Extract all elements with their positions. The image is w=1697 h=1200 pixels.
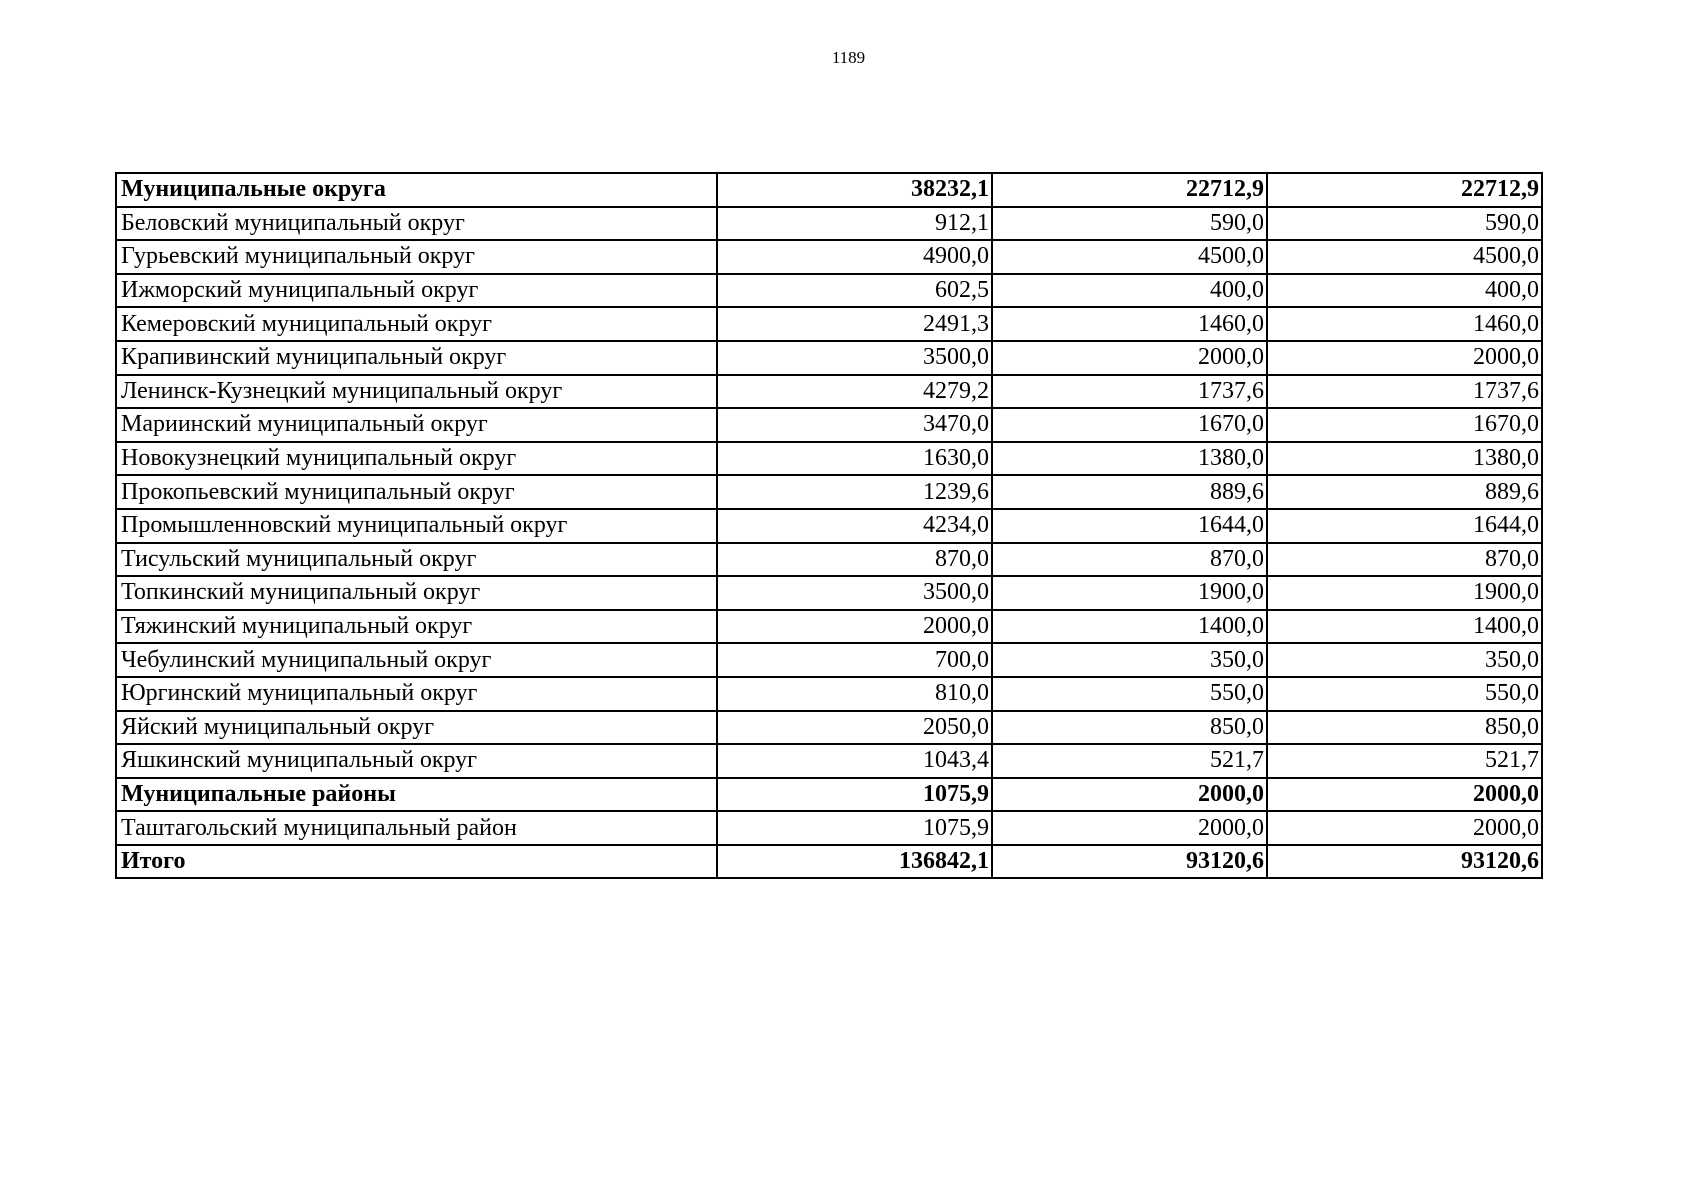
row-name-cell: Таштагольский муниципальный район [116,811,717,845]
value-cell-2: 1644,0 [992,509,1267,543]
table-row [116,811,1542,845]
row-name-cell: Новокузнецкий муниципальный округ [116,442,717,476]
value-cell-1: 1630,0 [717,442,992,476]
row-name-cell: Беловский муниципальный округ [116,207,717,241]
value-cell-2: 1900,0 [992,576,1267,610]
value-cell-3: 22712,9 [1267,173,1542,207]
table-row [116,711,1542,745]
row-name-cell: Прокопьевский муниципальный округ [116,475,717,509]
row-name-cell: Кемеровский муниципальный округ [116,307,717,341]
table-row [116,442,1542,476]
value-cell-1: 1075,9 [717,778,992,812]
value-cell-1: 3500,0 [717,576,992,610]
table-row [116,543,1542,577]
row-name-cell: Ижморский муниципальный округ [116,274,717,308]
value-cell-3: 2000,0 [1267,811,1542,845]
table-row-subtotal [116,778,1542,812]
value-cell-1: 2050,0 [717,711,992,745]
table-row [116,744,1542,778]
table-row-subtotal [116,845,1542,879]
table-row [116,408,1542,442]
value-cell-2: 93120,6 [992,845,1267,879]
value-cell-2: 1400,0 [992,610,1267,644]
value-cell-2: 4500,0 [992,240,1267,274]
value-cell-2: 1737,6 [992,375,1267,409]
value-cell-3: 2000,0 [1267,341,1542,375]
budget-table [115,172,1543,879]
value-cell-2: 590,0 [992,207,1267,241]
row-name-cell: Гурьевский муниципальный округ [116,240,717,274]
value-cell-2: 1670,0 [992,408,1267,442]
value-cell-1: 870,0 [717,543,992,577]
value-cell-3: 1737,6 [1267,375,1542,409]
value-cell-2: 400,0 [992,274,1267,308]
table-row [116,677,1542,711]
table-row [116,240,1542,274]
value-cell-1: 912,1 [717,207,992,241]
row-name-cell: Мариинский муниципальный округ [116,408,717,442]
value-cell-3: 2000,0 [1267,778,1542,812]
value-cell-3: 93120,6 [1267,845,1542,879]
row-name-cell: Промышленновский муниципальный округ [116,509,717,543]
value-cell-2: 2000,0 [992,778,1267,812]
row-name-cell: Яйский муниципальный округ [116,711,717,745]
value-cell-1: 38232,1 [717,173,992,207]
value-cell-3: 400,0 [1267,274,1542,308]
table-row [116,207,1542,241]
value-cell-1: 810,0 [717,677,992,711]
value-cell-3: 590,0 [1267,207,1542,241]
value-cell-2: 521,7 [992,744,1267,778]
value-cell-3: 870,0 [1267,543,1542,577]
value-cell-1: 2000,0 [717,610,992,644]
value-cell-1: 1043,4 [717,744,992,778]
value-cell-1: 136842,1 [717,845,992,879]
table-row [116,509,1542,543]
row-name-cell: Тяжинский муниципальный округ [116,610,717,644]
value-cell-1: 4279,2 [717,375,992,409]
value-cell-1: 602,5 [717,274,992,308]
value-cell-3: 1400,0 [1267,610,1542,644]
table-row [116,610,1542,644]
value-cell-1: 2491,3 [717,307,992,341]
value-cell-3: 350,0 [1267,643,1542,677]
value-cell-2: 870,0 [992,543,1267,577]
row-name-cell: Итого [116,845,717,879]
table-row [116,341,1542,375]
value-cell-2: 850,0 [992,711,1267,745]
value-cell-3: 850,0 [1267,711,1542,745]
value-cell-1: 700,0 [717,643,992,677]
value-cell-3: 1900,0 [1267,576,1542,610]
value-cell-1: 1075,9 [717,811,992,845]
table-row [116,576,1542,610]
row-name-cell: Юргинский муниципальный округ [116,677,717,711]
row-name-cell: Муниципальные округа [116,173,717,207]
table-body [116,173,1542,878]
value-cell-3: 889,6 [1267,475,1542,509]
value-cell-1: 4900,0 [717,240,992,274]
value-cell-2: 889,6 [992,475,1267,509]
row-name-cell: Муниципальные районы [116,778,717,812]
value-cell-2: 1380,0 [992,442,1267,476]
value-cell-3: 4500,0 [1267,240,1542,274]
row-name-cell: Чебулинский муниципальный округ [116,643,717,677]
value-cell-3: 1380,0 [1267,442,1542,476]
row-name-cell: Ленинск-Кузнецкий муниципальный округ [116,375,717,409]
value-cell-2: 550,0 [992,677,1267,711]
value-cell-2: 350,0 [992,643,1267,677]
table-row [116,274,1542,308]
value-cell-1: 4234,0 [717,509,992,543]
table-row [116,643,1542,677]
value-cell-2: 2000,0 [992,811,1267,845]
row-name-cell: Яшкинский муниципальный округ [116,744,717,778]
table-row [116,475,1542,509]
value-cell-3: 1460,0 [1267,307,1542,341]
table-row [116,307,1542,341]
value-cell-1: 3470,0 [717,408,992,442]
value-cell-3: 1644,0 [1267,509,1542,543]
value-cell-1: 1239,6 [717,475,992,509]
row-name-cell: Топкинский муниципальный округ [116,576,717,610]
row-name-cell: Тисульский муниципальный округ [116,543,717,577]
value-cell-3: 1670,0 [1267,408,1542,442]
value-cell-2: 22712,9 [992,173,1267,207]
value-cell-2: 1460,0 [992,307,1267,341]
table-row-subtotal [116,173,1542,207]
value-cell-3: 550,0 [1267,677,1542,711]
value-cell-1: 3500,0 [717,341,992,375]
value-cell-2: 2000,0 [992,341,1267,375]
value-cell-3: 521,7 [1267,744,1542,778]
table-row [116,375,1542,409]
row-name-cell: Крапивинский муниципальный округ [116,341,717,375]
page-number: 1189 [831,48,866,67]
